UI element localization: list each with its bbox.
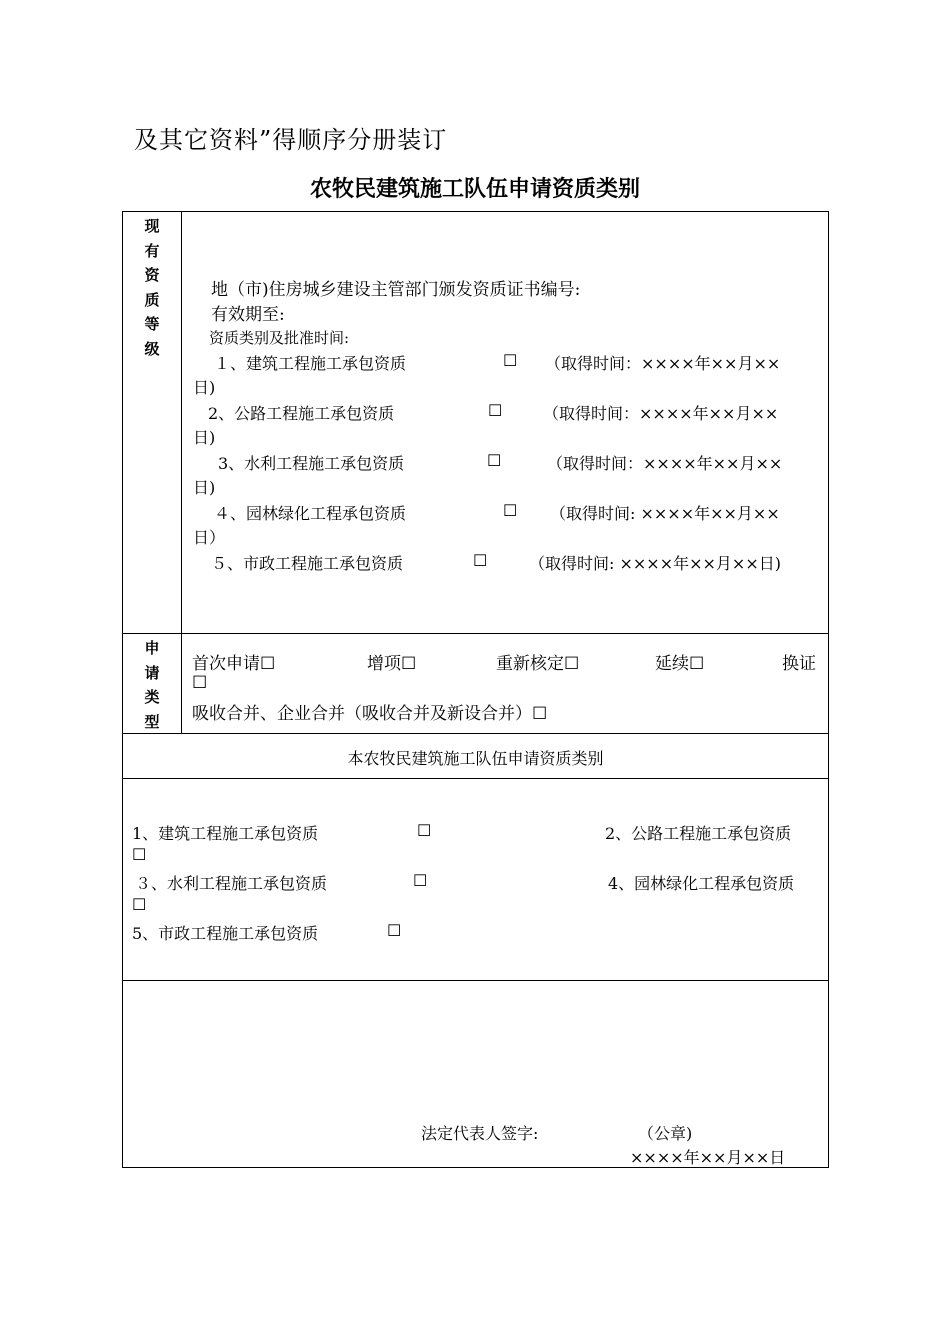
- intro-line: 及其它资料”得顺序分册装订: [134, 126, 448, 154]
- checkbox[interactable]: ☐: [487, 451, 502, 470]
- checkbox[interactable]: ☐: [503, 351, 518, 370]
- row-divider: [122, 633, 829, 634]
- checkbox[interactable]: ☐: [488, 401, 503, 420]
- certificate-number-line: 地（市)住房城乡建设主管部门颁发资质证书编号:: [211, 280, 581, 300]
- option-replace-certificate[interactable]: 换证: [782, 654, 816, 674]
- apply-type-label: 申 请 类 型: [144, 639, 160, 731]
- label-column-divider: [181, 211, 182, 734]
- replace-certificate-checkbox[interactable]: ☐: [192, 673, 208, 693]
- current-qualification-label: 现 有 资 质 等 级: [144, 217, 160, 358]
- option-add-item[interactable]: 增项☐: [367, 654, 417, 674]
- checkbox[interactable]: ☐: [503, 501, 518, 520]
- signature-label: 法定代表人签字:: [421, 1124, 539, 1143]
- signature-date: ××××年××月××日: [630, 1148, 786, 1167]
- option-reverify[interactable]: 重新核定☐: [496, 654, 580, 674]
- row-divider: [122, 980, 829, 981]
- checkbox[interactable]: ☐: [417, 821, 432, 840]
- checkbox[interactable]: ☐: [473, 551, 488, 570]
- option-extend[interactable]: 延续☐: [655, 654, 705, 674]
- page-title: 农牧民建筑施工队伍申请资质类别: [309, 177, 640, 202]
- checkbox[interactable]: ☐: [387, 921, 402, 940]
- row-divider: [122, 778, 829, 779]
- checkbox[interactable]: ☐: [132, 895, 147, 914]
- checkbox[interactable]: ☐: [413, 871, 428, 890]
- row-divider: [122, 733, 829, 734]
- seal-label: （公章): [638, 1124, 693, 1143]
- category-time-line: 资质类别及批准时间:: [209, 329, 350, 347]
- checkbox[interactable]: ☐: [132, 845, 147, 864]
- option-merger[interactable]: 吸收合并、企业合并（吸收合并及新设合并）☐: [192, 704, 548, 724]
- valid-until-line: 有效期至:: [211, 305, 285, 325]
- section-header: 本农牧民建筑施工队伍申请资质类别: [347, 749, 604, 768]
- option-first-application[interactable]: 首次申请☐: [192, 654, 276, 674]
